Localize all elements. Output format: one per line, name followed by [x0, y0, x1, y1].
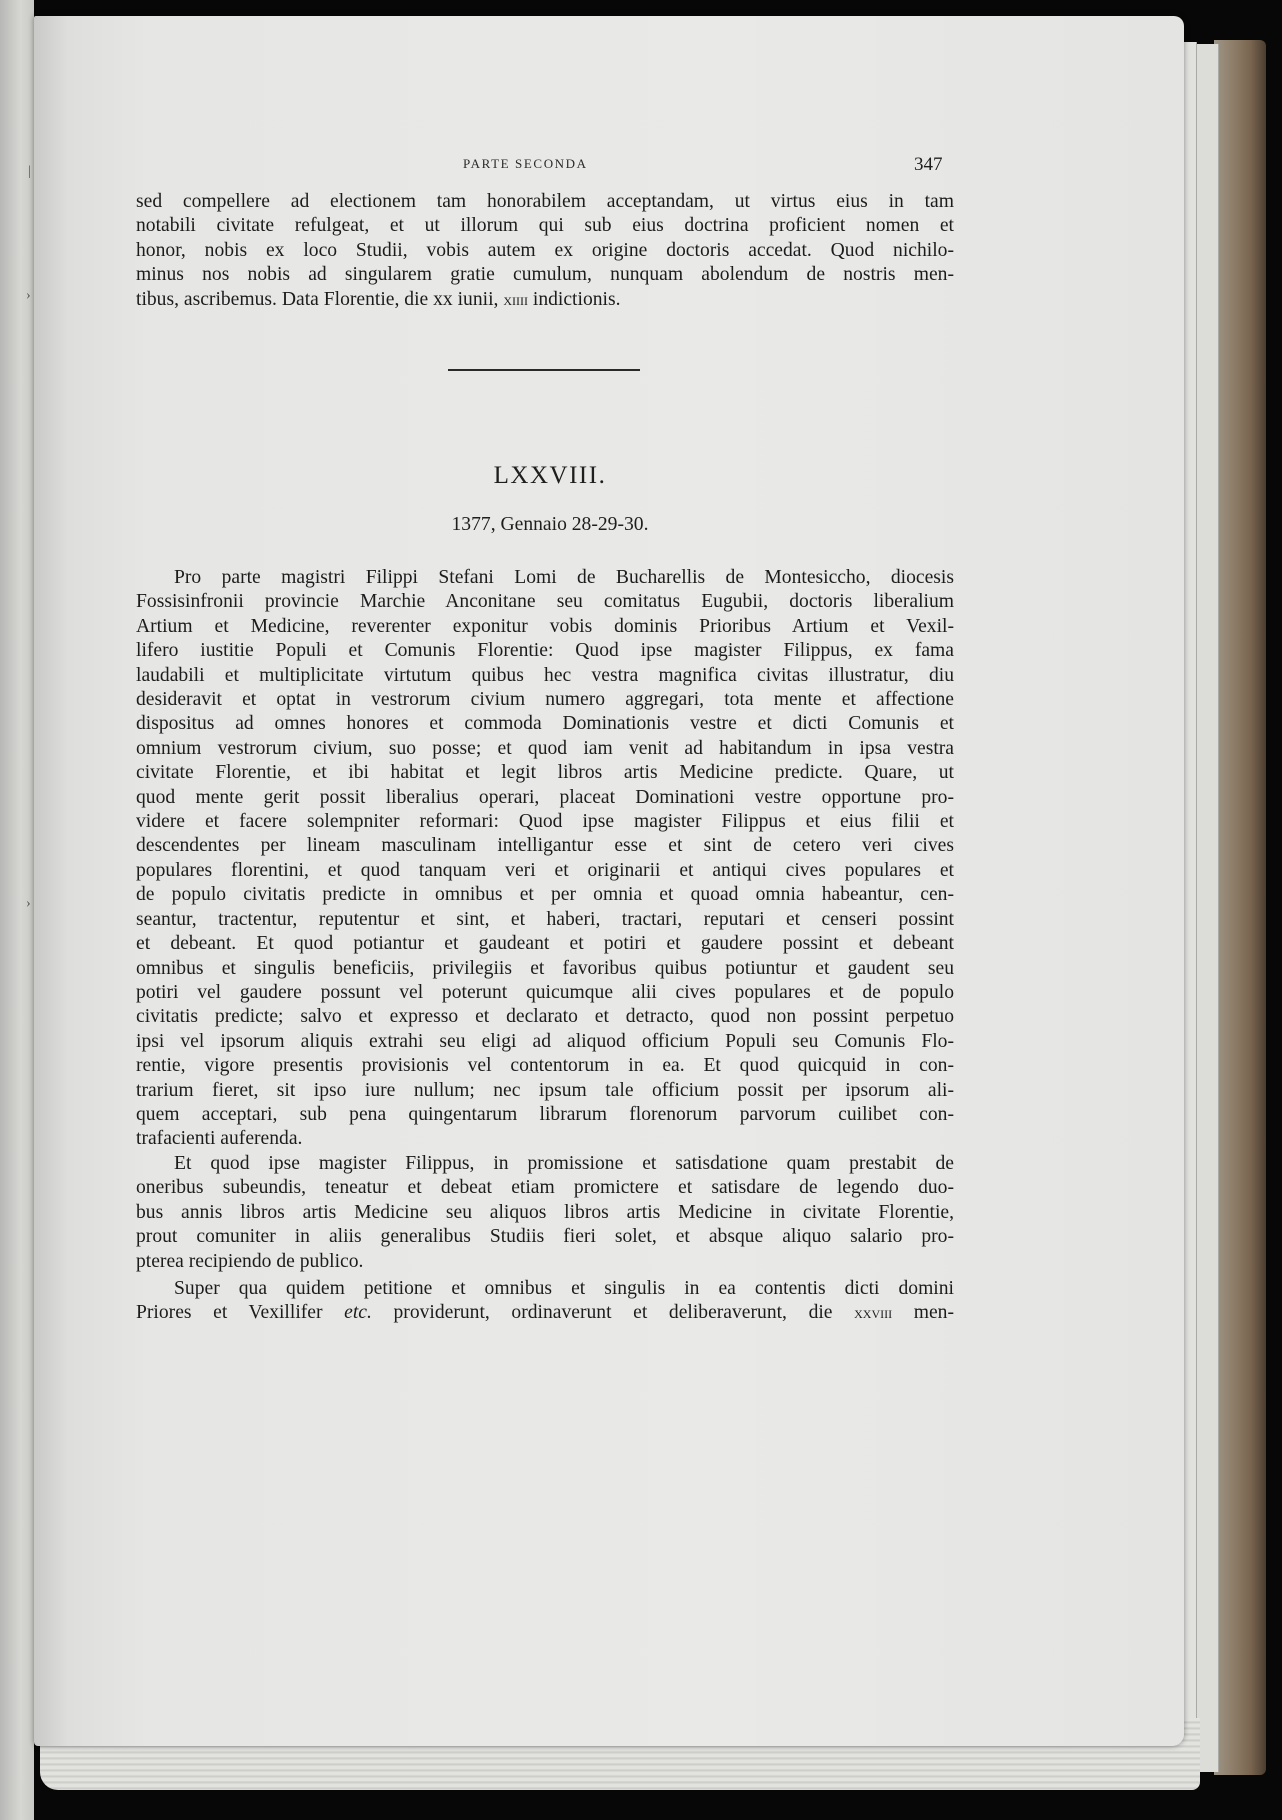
text-line: pterea recipiendo de publico. [136, 1250, 364, 1272]
page-number: 347 [914, 154, 943, 175]
paragraph-petition [136, 566, 954, 1152]
text-line: omnium vestrorum civium, suo posse; et quod iam venit ad habitandum in ipsa vestra [136, 737, 954, 759]
text-line: laudabili et multiplicitate virtutum quibus hec vestra magnifica civitas illustratur, diu [136, 664, 954, 686]
text-line: seantur, tractentur, reputentur et sint, et haberi, tractari, reputari et censeri possint [136, 908, 954, 930]
text-run: providerunt, ordinaverunt et deliberaverunt, die [371, 1302, 855, 1324]
text-line: prout comuniter in aliis generalibus Studiis fieri solet, et absque aliquo salario pro- [136, 1226, 954, 1248]
text-run: Priores et Vexillifer [136, 1302, 345, 1324]
text-line: notabili civitate refulgeat, et ut illorum qui sub eius doctrina proficient nomen et [136, 215, 954, 237]
text-line: potiri vel gaudere possunt vel poterunt quicumque alii cives populares et de populo [136, 981, 954, 1003]
text-line: sed compellere ad electionem tam honorabilem acceptandam, ut virtus eius in tam [136, 191, 954, 212]
text-line: lifero iustitie Populi et Comunis Florentie: Quod ipse magister Filippus, ex fama [136, 640, 954, 662]
text-line: minus nos nobis ad singularem gratie cumulum, nunquam abolendum de nostris men- [136, 264, 954, 286]
section-divider [448, 369, 640, 371]
text-line [136, 1301, 954, 1325]
text-line: desideravit et optat in vestrorum civium numero aggregari, tota mente et affectione [136, 689, 954, 711]
text-line: oneribus subeundis, teneatur et debeat etiam promictere et satisdare de legendo duo- [136, 1177, 954, 1199]
gutter-mark: › [26, 896, 31, 911]
text-line: de populo civitatis predicte in omnibus et per omnia et quoad omnia habeantur, cen- [136, 884, 954, 906]
text-line: quem acceptari, sub pena quingentarum librarum florenorum parvorum cuilibet con- [136, 1103, 954, 1125]
text-line: quod mente gerit possit liberalius operari, placeat Dominationi vestre opportune pro- [136, 786, 954, 808]
text-line: rentie, vigore presentis provisionis vel contentorum in ea. Et quod quicquid in con- [136, 1055, 954, 1077]
text-line: omnibus et singulis beneficiis, privilegiis et favoribus quibus potiuntur et gaudent seu [136, 957, 954, 979]
text-line: civitate Florentie, et ibi habitat et legit libros artis Medicine predicte. Quare, ut [136, 762, 954, 784]
document-number: LXXVIII. [493, 462, 607, 489]
text-line: Artium et Medicine, reverenter exponitur vobis dominis Prioribus Artium et Vexil- [136, 615, 954, 637]
italic-abbreviation: etc. [344, 1302, 372, 1324]
small-caps-numeral: xiiii [503, 289, 528, 309]
text-line: dispositus ad omnes honores et commoda Dominationis vestre et dicti Comunis et [136, 713, 954, 735]
text-run: men- [892, 1302, 954, 1324]
paragraph-deliberation [136, 1277, 954, 1326]
text-line: ipsi vel ipsorum aliquis extrahi seu eligi ad aliquod officium Populi seu Comunis Flo- [136, 1030, 954, 1052]
book-cover-edge [1214, 40, 1266, 1775]
text-line: trarium fieret, sit ipso iure nullum; nec ipsum tale officium possit per ipsorum ali- [136, 1079, 954, 1101]
document-date: 1377, Gennaio 28-29-30. [451, 514, 649, 535]
text-line: videre et facere solempniter reformari: Quod ipse magister Filippus et eius filii et [136, 811, 954, 833]
text-line: populares florentini, et quod tanquam veri et originarii et antiqui cives populares et [136, 859, 954, 881]
text-line: civitatis predicte; salvo et expresso et declarato et detracto, quod non possint perpetuo [136, 1006, 954, 1028]
running-head: PARTE SECONDA [463, 156, 588, 171]
text-line: et debeant. Et quod potiantur et gaudeant et potiri et gaudere possint et debeant [136, 933, 954, 955]
gutter-mark: › [26, 288, 31, 303]
text-line: Fossisinfronii provincie Marchie Anconitane seu comitatus Eugubii, doctoris liberalium [136, 591, 954, 613]
text-line: honor, nobis ex loco Studii, vobis autem ex origine doctoris accedat. Quod nichilo- [136, 239, 954, 261]
gutter-mark: | [28, 164, 31, 179]
paragraph-teaching [136, 1152, 954, 1274]
text-line: Pro parte magistri Filippi Stefani Lomi de Bucharellis de Montesiccho, diocesis [174, 567, 954, 588]
text-line: Et quod ipse magister Filippus, in promissione et satisdatione quam prestabit de [174, 1153, 954, 1174]
text-line: descendentes per lineam masculinam intelligantur esse et sint de cetero veri cives [136, 835, 954, 857]
text-run: tibus, ascribemus. Data Florentie, die xx iunii, [136, 288, 504, 310]
text-line [136, 288, 954, 312]
text-run: indictionis. [527, 288, 621, 310]
text-line: bus annis libros artis Medicine seu aliquos libros artis Medicine in civitate Florentie, [136, 1201, 954, 1223]
top-paragraph [136, 190, 954, 312]
text-line: Super qua quidem petitione et omnibus et singulis in ea contentis dicti domini [174, 1278, 954, 1299]
small-caps-numeral: xxviii [854, 1303, 893, 1323]
text-line: trafacienti auferenda. [136, 1128, 303, 1150]
